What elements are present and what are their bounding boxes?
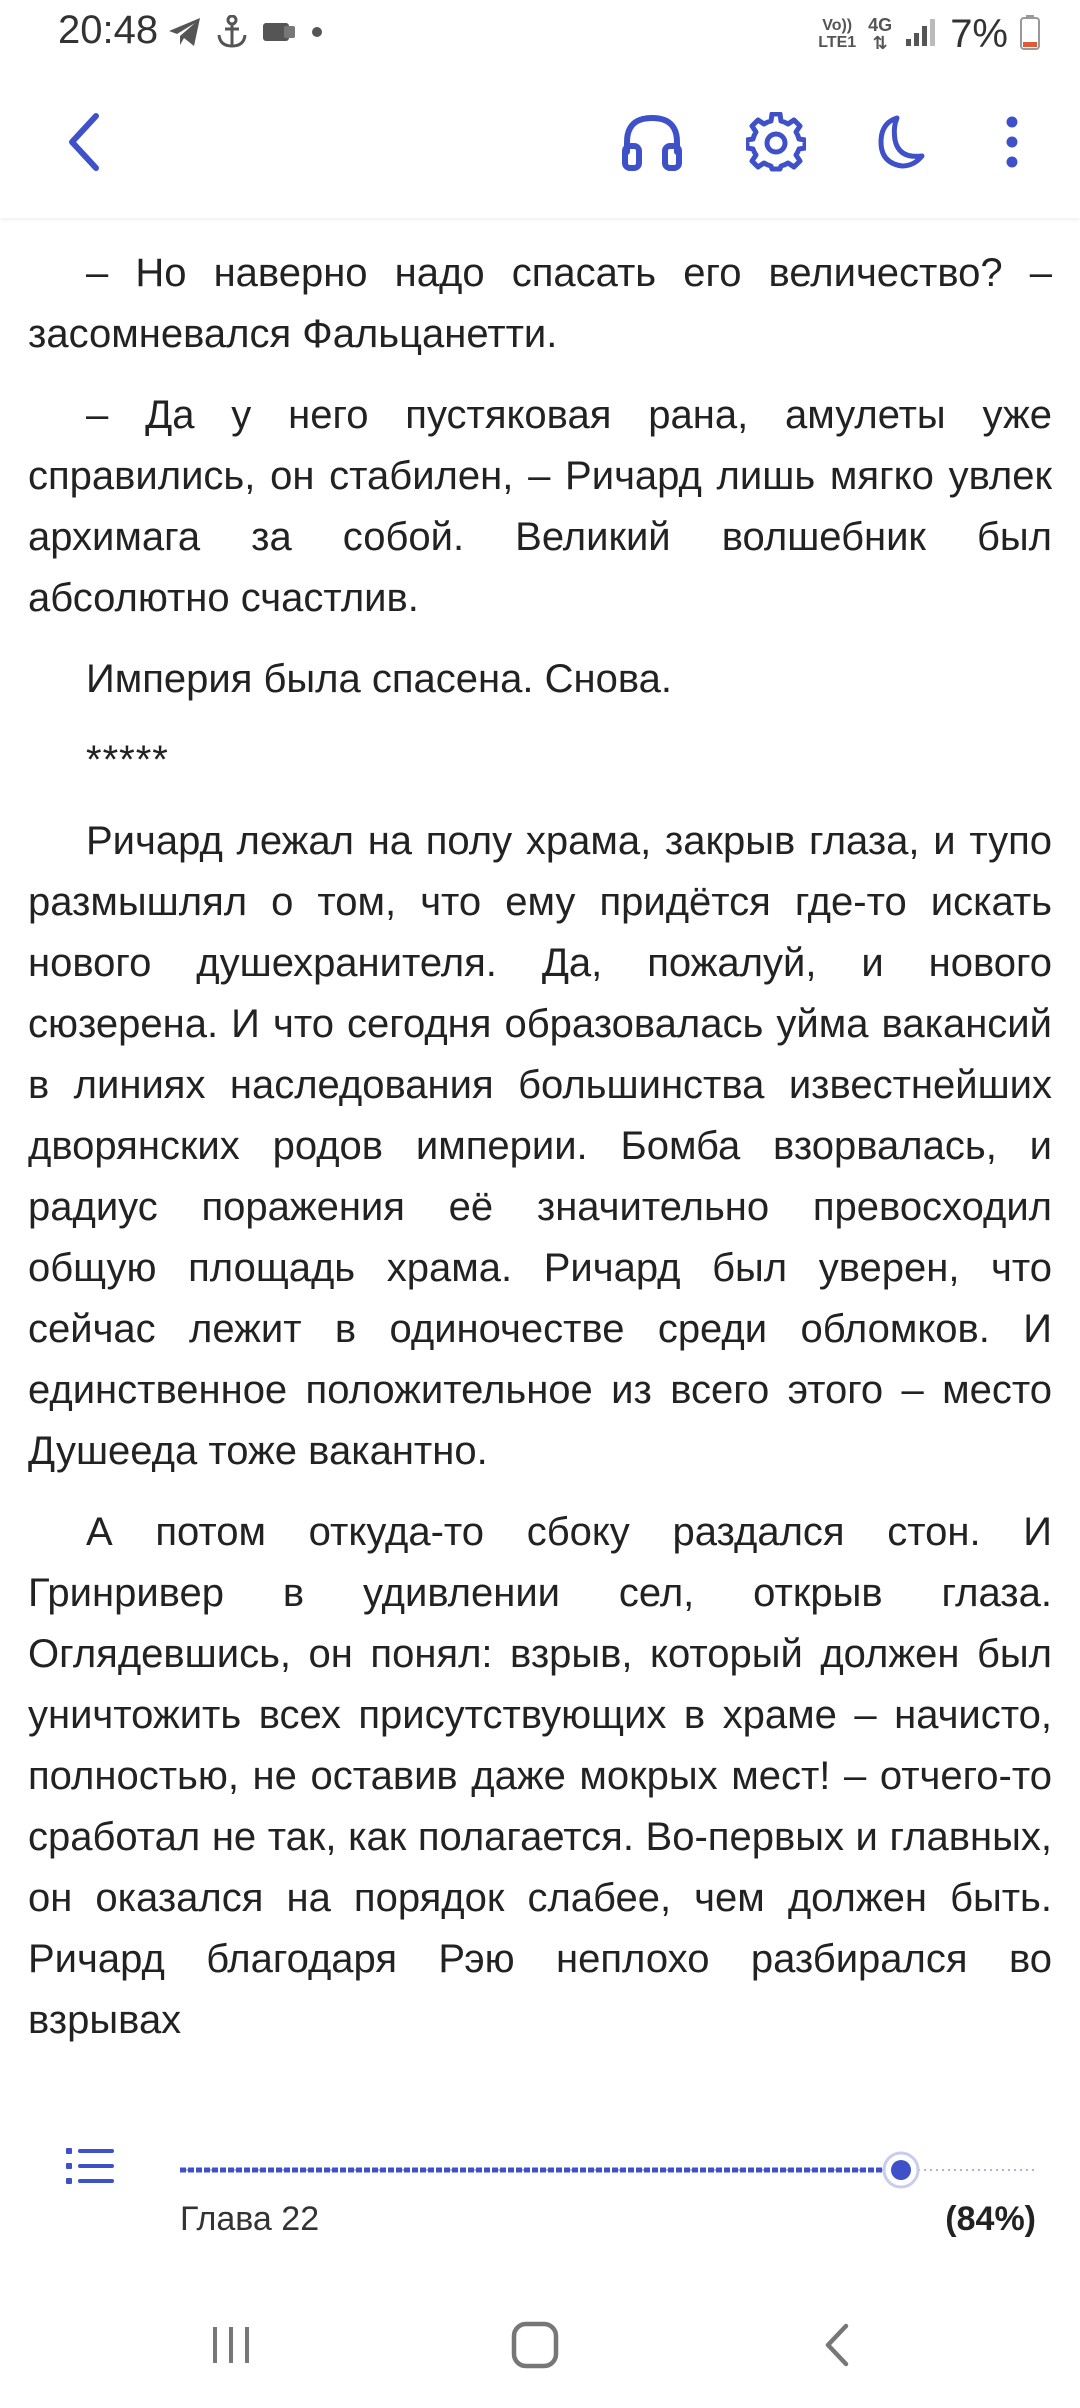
headphones-icon [621, 112, 683, 177]
listen-button[interactable] [614, 106, 690, 182]
network-type-icon [868, 16, 892, 52]
reader-page[interactable] [28, 150, 1052, 2098]
home-button[interactable] [490, 2302, 580, 2392]
card-icon [262, 20, 296, 49]
back-nav-icon [822, 2322, 852, 2373]
back-icon [64, 112, 104, 177]
paragraph: Империя была спасена. Снова. [86, 657, 672, 701]
battery-icon [1020, 14, 1040, 55]
status-bar [0, 0, 1080, 68]
more-vert-icon [1002, 112, 1022, 177]
system-navigation-bar [0, 2280, 1080, 2408]
volte-icon [818, 17, 856, 51]
dot-icon [310, 25, 324, 44]
chapter-label: Глава 22 [180, 2200, 320, 2238]
status-icons-right [818, 10, 1040, 58]
night-mode-icon [869, 113, 927, 176]
system-back-button[interactable] [792, 2302, 882, 2392]
network-type: 4G [868, 15, 893, 35]
signal-icon [904, 17, 938, 52]
settings-icon [746, 112, 806, 177]
status-time: 20:48 [58, 8, 159, 52]
table-of-contents-button[interactable] [60, 2138, 120, 2198]
back-button[interactable] [46, 106, 122, 182]
reader-text [28, 162, 1052, 2071]
anchor-icon [216, 15, 248, 54]
data-arrows-icon: ⇅ [872, 33, 888, 53]
progress-thumb [891, 2160, 911, 2180]
home-icon [511, 2321, 559, 2374]
recents-button[interactable] [186, 2302, 276, 2392]
progress-slider[interactable] [180, 2164, 1038, 2176]
night-mode-button[interactable] [860, 106, 936, 182]
reading-progress-panel [0, 2098, 1080, 2308]
list-icon [66, 2146, 114, 2191]
reader-toolbar [0, 68, 1080, 218]
paragraph: Ричард лежал на полу храма, закрыв глаза, и тупо размышлял о том, что ему придётся где-то искать нового душехранителя. Да, пожалуй, и нового сюзерена. И что сегодня образовалась уйма вакансий в линиях наследования большинства известнейших дворянских родов империи. Бомба взорвалась, и радиус поражения её значительно превосходил общую площадь храма. Ричард был уверен, что сейчас лежит в одиночестве среди обломков. И единственное положительное из всего этого – место Душееда тоже вакантно. [28, 819, 1052, 1473]
scene-break: ***** [86, 738, 169, 782]
battery-percent: 7% [950, 11, 1008, 56]
settings-button[interactable] [738, 106, 814, 182]
paragraph: А потом откуда-то сбоку раздался стон. И Гринривер в удивлении сел, открыв глаза. Оглядевшись, он понял: взрыв, который должен был уничтожить всех присутствующих в храме – начисто, полностью, не оставив даже мокрых мест! – отчего-то сработал не так, как полагается. Во-первых и главных, он оказался на порядок слабее, чем должен быть. Ричард благодаря Рэю неплохо разбирался во взрывах [28, 1510, 1052, 2042]
paragraph: – Но наверно надо спасать его величество? – засомневался Фальцанетти. [28, 251, 1052, 356]
progress-percent: (84%) [945, 2200, 1036, 2238]
network-label: Vo)) LTE1 [818, 17, 857, 51]
paragraph: – Да у него пустяковая рана, амулеты уже справились, он стабилен, – Ричард лишь мягко увлек архимага за собой. Великий волшебник был абсолютно счастлив. [28, 393, 1052, 620]
recents-icon [209, 2323, 253, 2372]
telegram-icon [168, 17, 202, 52]
status-icons-left [168, 12, 324, 56]
more-options-button[interactable] [974, 106, 1050, 182]
